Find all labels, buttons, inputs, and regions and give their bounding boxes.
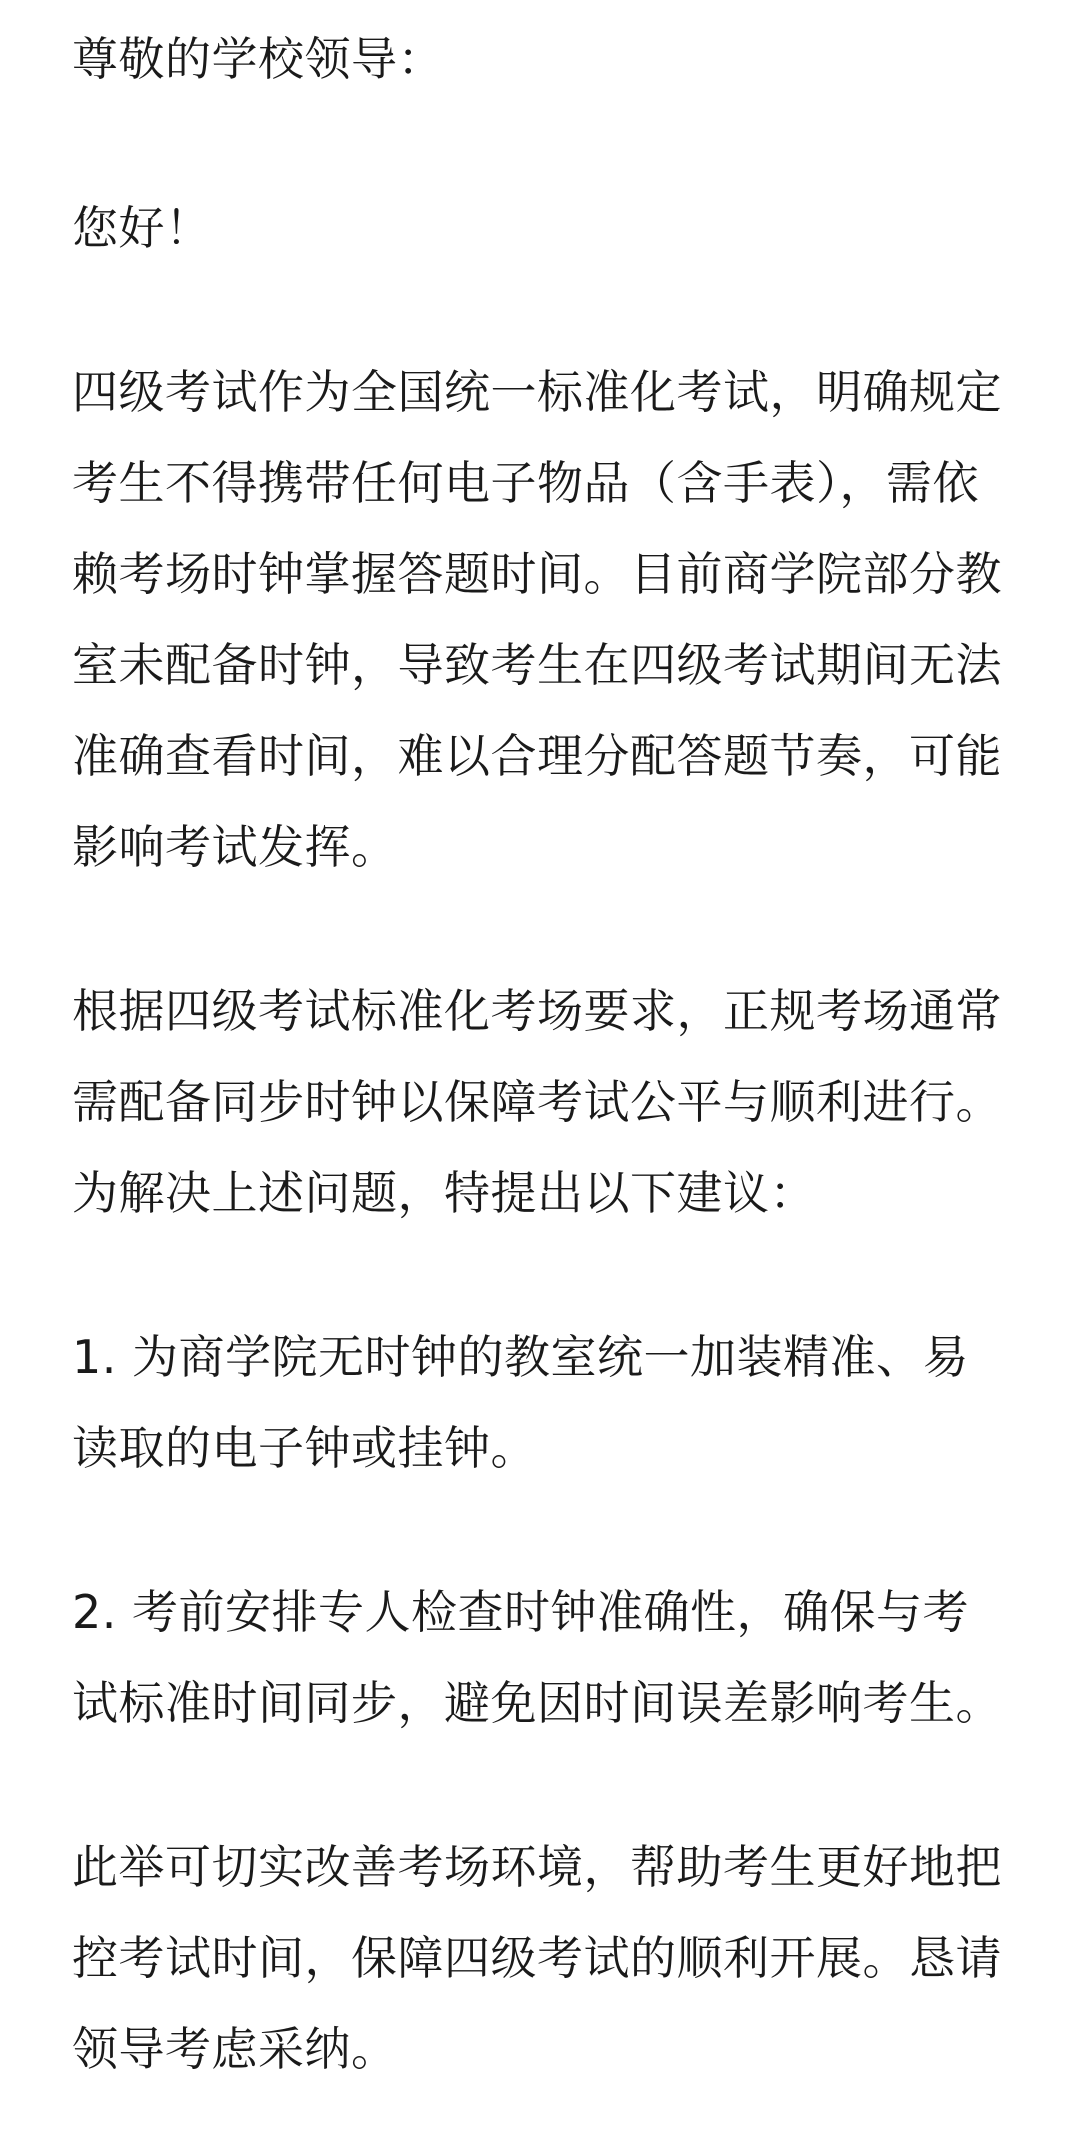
letter-body xyxy=(72,0,1008,2095)
paragraph-requirement: 根据四级考试标准化考场要求，正规考场通常需配备同步时钟以保障考试公平与顺利进行。为解决上述问题，特提出以下建议： xyxy=(72,984,1002,1220)
greeting: 您好！ xyxy=(72,201,212,255)
closing-paragraph: 此举可切实改善考场环境，帮助考生更好地把控考试时间，保障四级考试的顺利开展。恳请领导考虑采纳。 xyxy=(72,1840,1002,2076)
paragraph-problem: 四级考试作为全国统一标准化考试，明确规定考生不得携带任何电子物品（含手表），需依赖考场时钟掌握答题时间。目前商学院部分教室未配备时钟，导致考生在四级考试期间无法准确查看时间，难以合理分配答题节奏，可能影响考试发挥。 xyxy=(72,365,1002,874)
salutation: 尊敬的学校领导： xyxy=(72,32,444,86)
suggestion-item-1: 1. 为商学院无时钟的教室统一加装精准、易读取的电子钟或挂钟。 xyxy=(72,1330,970,1475)
suggestion-item-2: 2. 考前安排专人检查时钟准确性，确保与考试标准时间同步，避免因时间误差影响考生。 xyxy=(72,1585,1002,1730)
